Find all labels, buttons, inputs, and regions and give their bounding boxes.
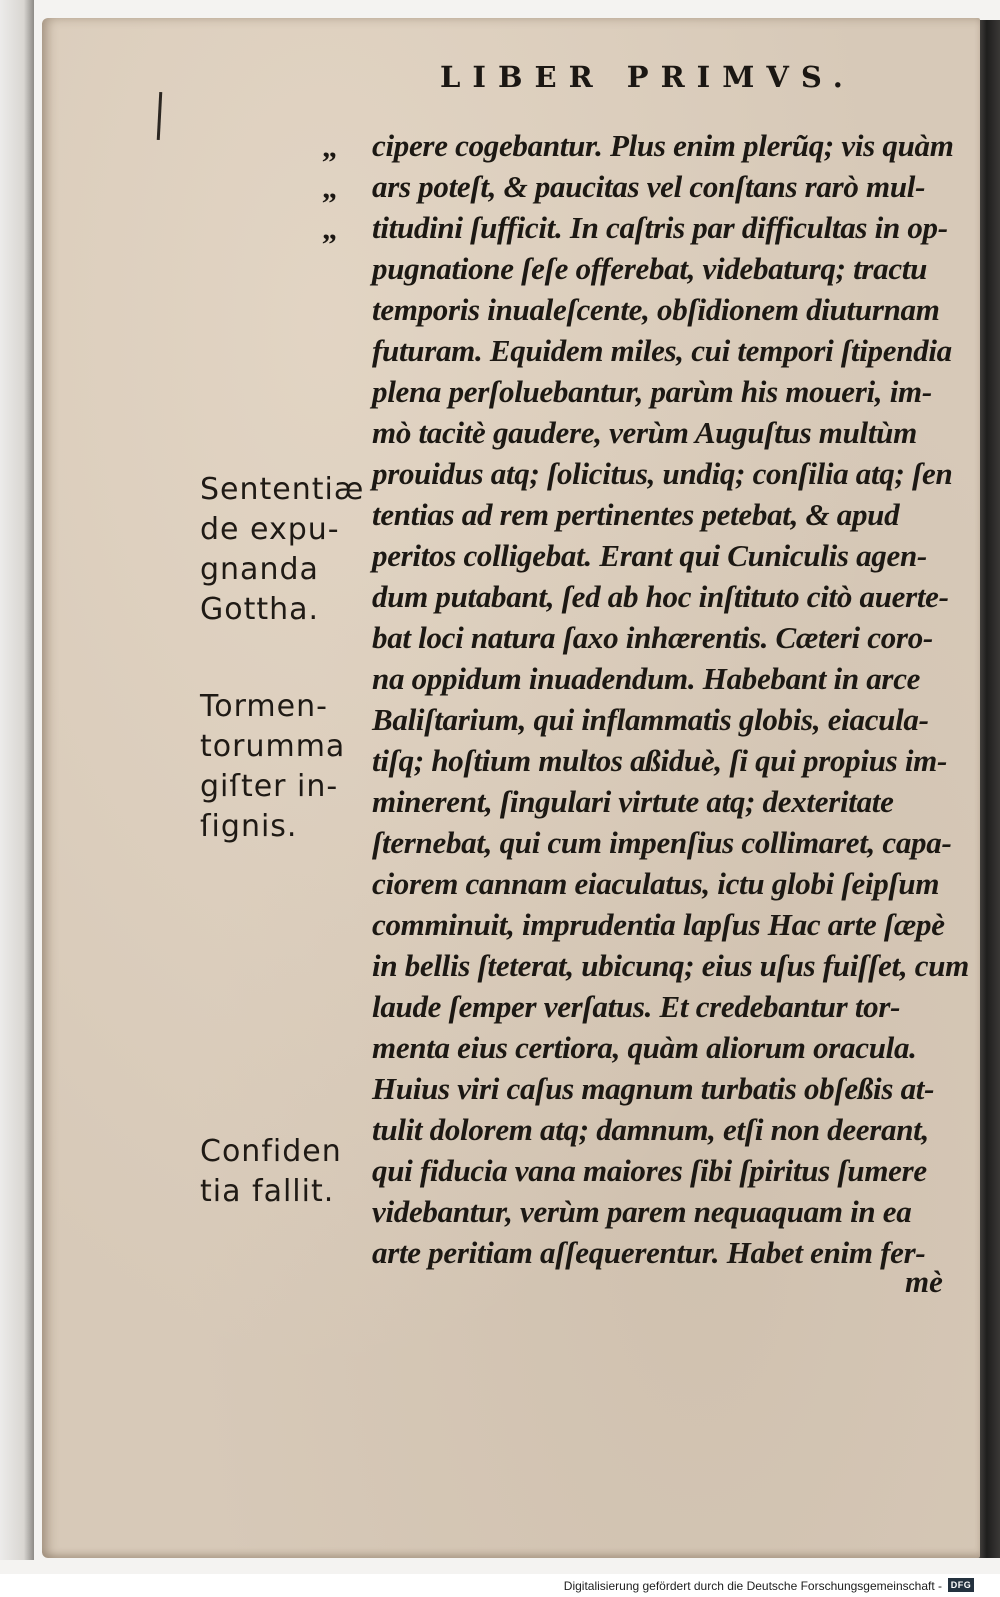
marginal-note: Confiden — [200, 1134, 342, 1169]
text-line: temporis inualeſcente, obſidionem diuturnam — [372, 292, 940, 327]
text-line: futuram. Equidem miles, cui tempori ſtipendia — [372, 333, 952, 368]
text-line: na oppidum inuadendum. Habebant in arce — [372, 661, 921, 696]
marginal-note: gnanda — [200, 552, 319, 587]
text-line: minerent, ſingulari virtute atq; dexteritate — [372, 784, 894, 819]
text-line: mò tacitè gaudere, verùm Auguſtus multùm — [372, 415, 917, 450]
text-line: tentias ad rem pertinentes petebat, & apud — [372, 497, 900, 532]
marginal-note: torumma — [200, 729, 346, 764]
text-line: cipere cogebantur. Plus enim plerũq; vis quàm — [372, 128, 954, 163]
text-line: qui fiducia vana maiores ſibi ſpiritus ſumere — [372, 1153, 927, 1188]
text-line: videbantur, verùm parem nequaquam in ea — [372, 1194, 912, 1229]
text-line: comminuit, imprudentia lapſus Hac arte ſæpè — [372, 907, 945, 942]
text-line: tiſq; hoſtium multos aßiduè, ſi qui propius im- — [372, 743, 947, 778]
text-line: plena perſoluebantur, parùm his moueri, im- — [372, 374, 932, 409]
marginal-note: Sententiæ — [200, 472, 365, 507]
funding-credit: Digitalisierung gefördert durch die Deutsche Forschungsgemeinschaft - — [563, 1579, 942, 1593]
text-line: arte peritiam aſſequerentur. Habet enim fer- — [372, 1235, 926, 1270]
text-line: titudini ſufficit. In caſtris par difficultas in op- — [372, 210, 948, 245]
text-line: peritos colligebat. Erant qui Cuniculis agen- — [372, 538, 927, 573]
text-line: laude ſemper verſatus. Et credebantur tor- — [372, 989, 901, 1024]
quotation-mark: „ — [322, 131, 338, 164]
quotation-mark: „ — [322, 172, 338, 205]
text-line: ciorem cannam eiaculatus, ictu globi ſeipſum — [372, 866, 940, 901]
running-head: LIBER PRIMVS. — [440, 60, 855, 94]
text-line: ars poteſt, & paucitas vel conſtans rarò mul- — [372, 169, 926, 204]
text-line: prouidus atq; ſolicitus, undiq; conſilia atq; ſen — [372, 456, 953, 491]
text-line: dum putabant, ſed ab hoc inſtituto citò auerte- — [372, 579, 949, 614]
text-line: in bellis ſteterat, ubicunq; eius uſus fuiſſet, cum — [372, 948, 969, 983]
text-line: Baliſtarium, qui inflammatis globis, eiacula- — [372, 702, 929, 737]
text-line: ſternebat, qui cum impenſius collimaret, capa- — [372, 825, 952, 860]
marginal-note: giſter in- — [200, 769, 339, 804]
footer-bar — [0, 1574, 1000, 1597]
text-line: menta eius certiora, quàm aliorum oracula. — [372, 1030, 917, 1065]
quotation-mark: „ — [322, 213, 338, 246]
catchword: mè — [905, 1264, 943, 1299]
marginal-note: de expu- — [200, 512, 340, 547]
marginal-note: ſignis. — [200, 809, 298, 844]
marginal-note: Gottha. — [200, 592, 320, 627]
marginal-note: tia fallit. — [200, 1174, 335, 1209]
text-line: bat loci natura ſaxo inhærentis. Cæteri coro- — [372, 620, 933, 655]
text-line: pugnatione ſeſe offerebat, videbaturq; tractu — [372, 251, 928, 286]
marginal-note: Tormen- — [200, 689, 328, 724]
dfg-logo-icon: DFG — [948, 1578, 974, 1592]
text-line: Huius viri caſus magnum turbatis obſeßis at- — [372, 1071, 935, 1106]
text-line: tulit dolorem atq; damnum, etſi non deerant, — [372, 1112, 929, 1147]
